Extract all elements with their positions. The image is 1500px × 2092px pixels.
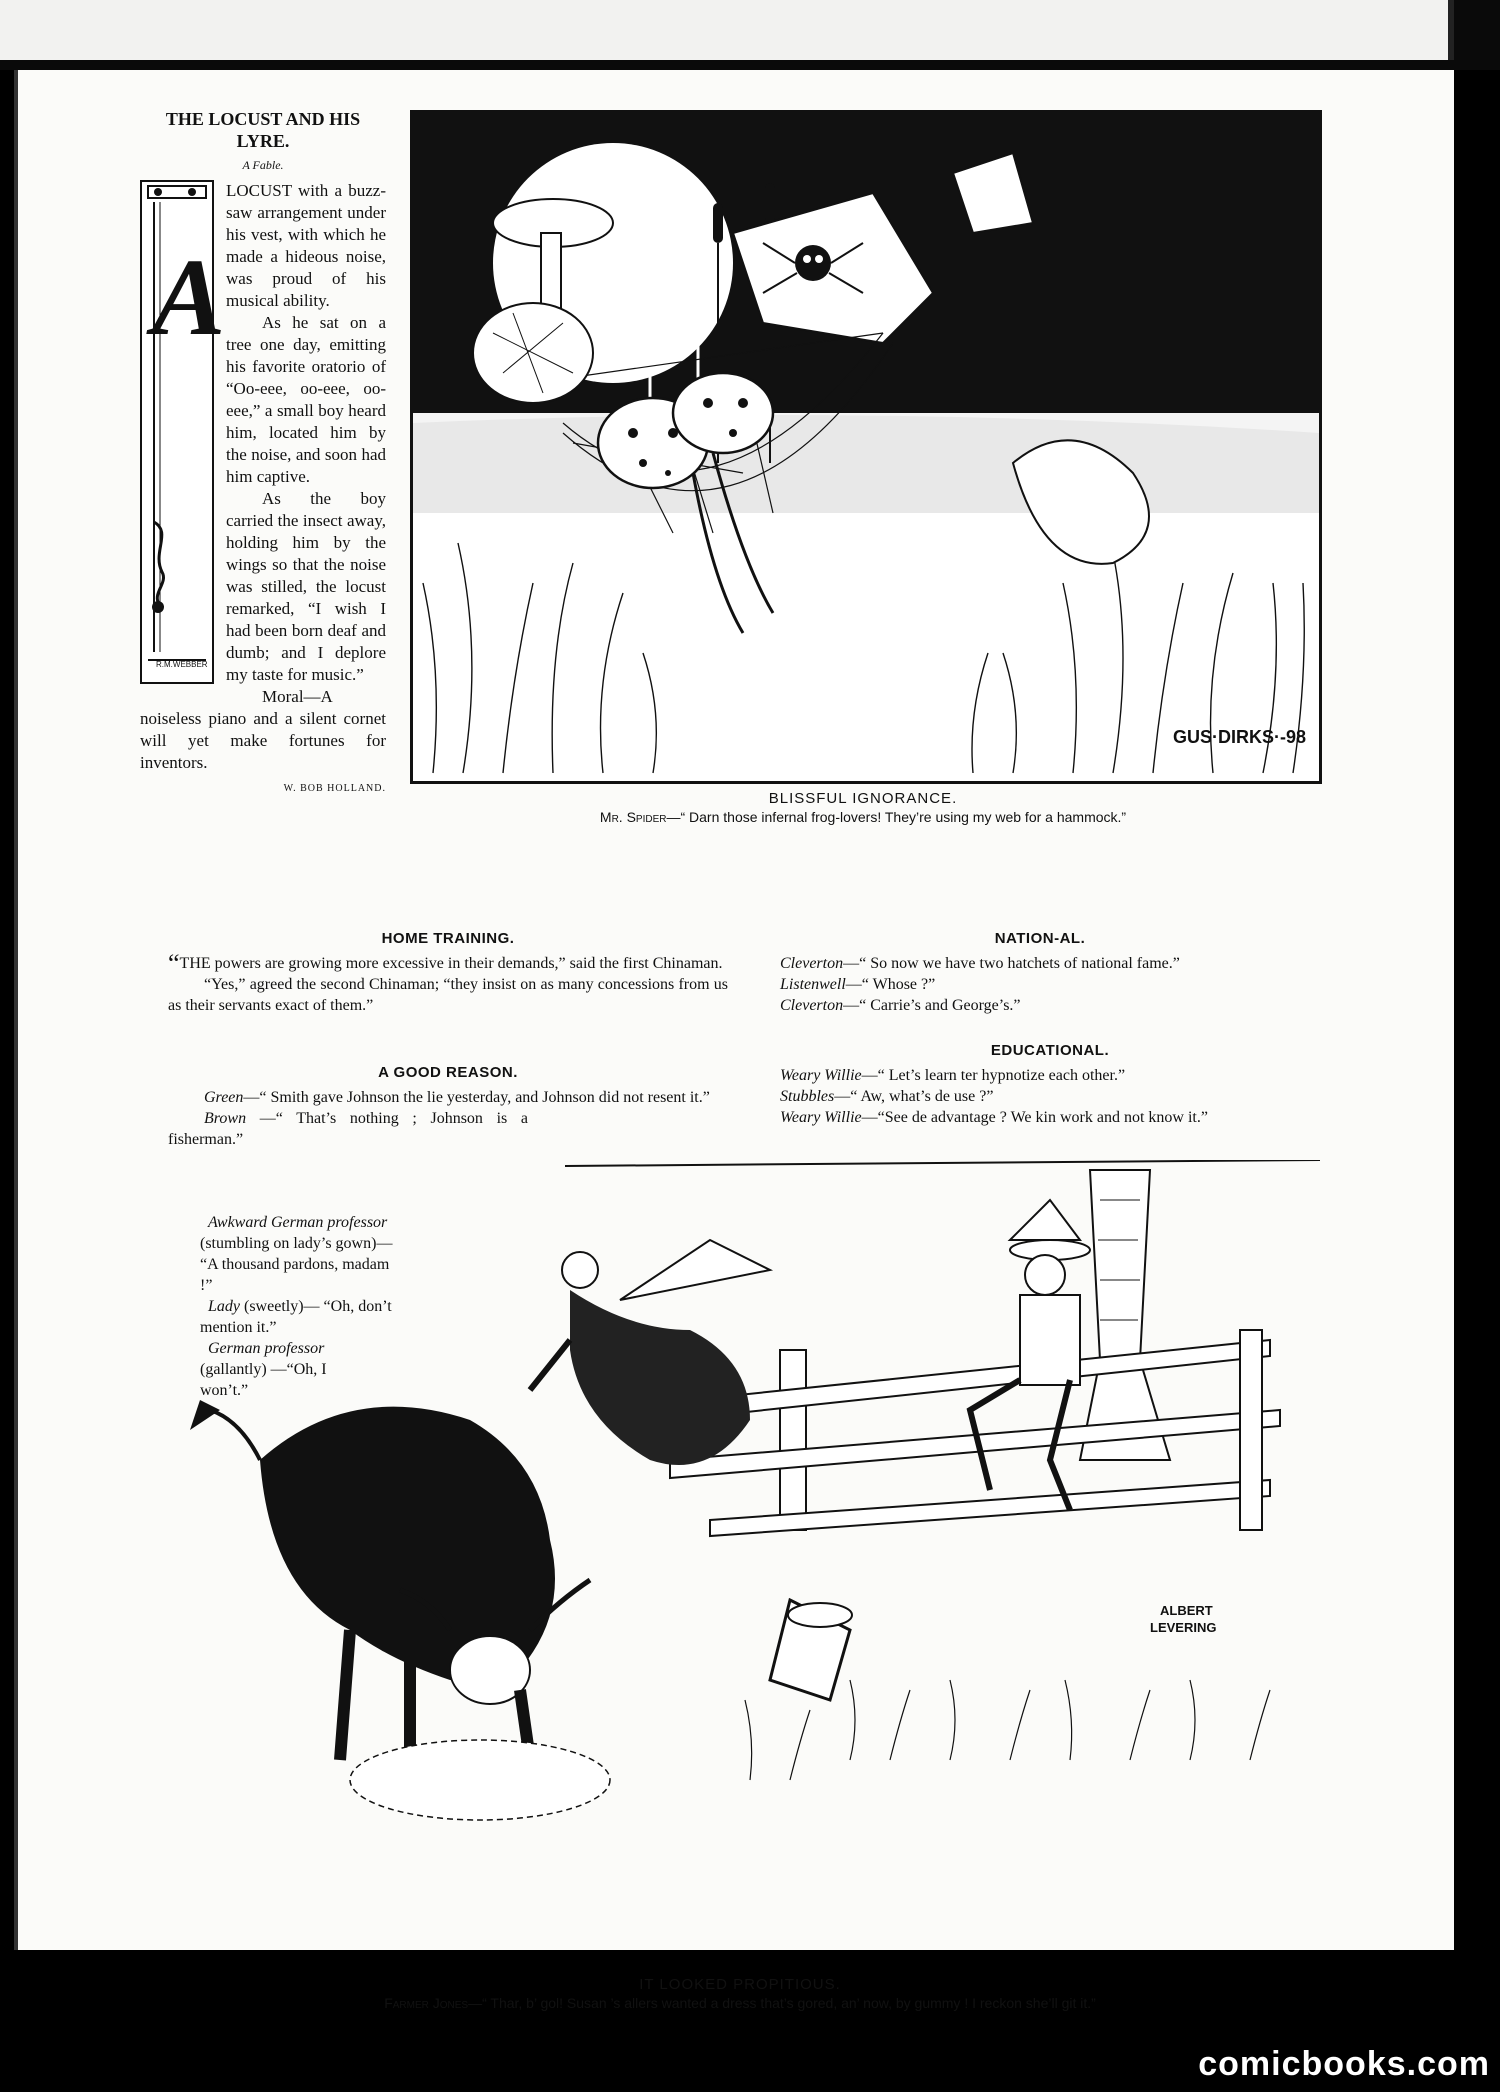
home-training-title: HOME TRAINING. bbox=[381, 930, 515, 947]
national-speaker3: Cleverton bbox=[780, 997, 844, 1014]
cartoon2-line: —“ Thar, b’ gol! Susan ’s allers wanted a dress that’s gored, an’ now, by gummy ! I reckon she’ll git it.” bbox=[468, 1995, 1096, 2011]
national-line2 bbox=[780, 974, 1300, 995]
fable-author: W. BOB HOLLAND. bbox=[283, 783, 386, 794]
professor-column bbox=[200, 1212, 400, 1401]
professor-line1 bbox=[200, 1212, 400, 1296]
fable-paragraph-2: As he sat on a tree one day, emitting his favorite oratorio of “Oo-eee, oo-eee, oo-eee,” a small boy heard him, located him by the noise, and soon had him captive. bbox=[226, 313, 386, 486]
cartoon1-speaker: Mr. Spider bbox=[599, 809, 667, 825]
national-line3 bbox=[780, 995, 1300, 1016]
good-reason-speaker1: Green bbox=[204, 1089, 244, 1106]
good-reason-text1: —“ Smith gave Johnson the lie yesterday, and Johnson did not resent it.” bbox=[243, 1089, 710, 1106]
national-speaker2: Listenwell bbox=[780, 976, 846, 993]
cartoon1-dialogue bbox=[410, 809, 1316, 825]
good-reason-column bbox=[168, 1062, 728, 1150]
cartoon2-title: IT LOOKED PROPITIOUS. bbox=[639, 1976, 841, 1993]
educational-title: EDUCATIONAL. bbox=[990, 1042, 1110, 1059]
national-title: NATION-AL. bbox=[994, 930, 1086, 947]
good-reason-speaker2: Brown bbox=[204, 1110, 247, 1127]
national-line1 bbox=[780, 953, 1300, 974]
cartoon-frogs-hammock bbox=[410, 110, 1322, 784]
good-reason-line2 bbox=[168, 1108, 528, 1150]
educational-text3: —“See de advantage ? We kin work and not know it.” bbox=[861, 1109, 1208, 1126]
cartoon2-dialogue bbox=[230, 1995, 1250, 2011]
cartoon2-signature-first: ALBERT bbox=[1160, 1603, 1213, 1618]
fable-column bbox=[140, 108, 386, 800]
cartoon1-caption bbox=[410, 790, 1316, 825]
home-training-p2: “Yes,” agreed the second Chinaman; “they insist on as many concessions from us as their servants exact of them.” bbox=[168, 976, 728, 1014]
fable-paragraph-1: LOCUST with a buzz-saw arrangement under his vest, with which he made a hideous noise, was proud of his musical ability. bbox=[226, 181, 386, 310]
dropcap-letter: A bbox=[152, 236, 226, 358]
professor-speaker1: Awkward German professor bbox=[208, 1214, 388, 1231]
cartoon2-signature-last: LEVERING bbox=[1150, 1620, 1217, 1635]
dropcap-signature: R.M.WEBBER bbox=[156, 660, 208, 669]
home-training-open-quote: “ bbox=[168, 949, 180, 978]
educational-speaker2: Stubbles bbox=[780, 1088, 835, 1105]
fable-paragraph-3: As the boy carried the insect away, holding him by the wings so that the noise was stilled, the locust remarked, “I wish I had been born deaf and dumb; and I deplore my taste for music.” bbox=[226, 489, 386, 684]
professor-text2: (sweetly)— “Oh, don’t mention it.” bbox=[200, 1298, 392, 1336]
educational-line3 bbox=[780, 1107, 1320, 1128]
professor-line3 bbox=[200, 1338, 340, 1401]
good-reason-title: A GOOD REASON. bbox=[378, 1064, 518, 1081]
professor-speaker3: German professor bbox=[208, 1340, 325, 1357]
source-watermark: comicbooks.com bbox=[1198, 2045, 1490, 2083]
educational-text2: —“ Aw, what’s de use ?” bbox=[834, 1088, 994, 1105]
professor-text1: (stumbling on lady’s gown)— “A thousand pardons, madam !” bbox=[200, 1235, 393, 1294]
cartoon1-title: BLISSFUL IGNORANCE. bbox=[768, 790, 958, 807]
home-training-p1-text: THE powers are growing more excessive in their demands,” said the first Chinaman. bbox=[179, 955, 723, 972]
educational-speaker3: Weary Willie bbox=[780, 1109, 862, 1126]
good-reason-text2: —“ That’s nothing ; Johnson is a fisherman.” bbox=[168, 1110, 528, 1148]
home-training-p1 bbox=[168, 949, 728, 978]
cartoon2-caption bbox=[230, 1976, 1250, 2011]
frogs-hammock-drawing bbox=[413, 113, 1319, 781]
national-text2: —“ Whose ?” bbox=[845, 976, 936, 993]
educational-column bbox=[780, 1040, 1320, 1128]
educational-line1 bbox=[780, 1065, 1320, 1086]
fable-moral: Moral—A noiseless piano and a silent cornet will yet make fortunes for inventors. bbox=[140, 687, 386, 772]
cartoon1-line: —“ Darn those infernal frog-lovers! They’re using my web for a hammock.” bbox=[666, 809, 1127, 825]
fable-title: THE LOCUST AND HIS LYRE. bbox=[165, 109, 361, 151]
national-speaker1: Cleverton bbox=[780, 955, 844, 972]
page-gutter bbox=[14, 70, 18, 1950]
dropcap-ornament bbox=[140, 180, 226, 684]
cartoon1-signature: GUS·DIRKS·-98 bbox=[1173, 727, 1307, 747]
previous-page-edge bbox=[0, 0, 1454, 60]
educational-speaker1: Weary Willie bbox=[780, 1067, 862, 1084]
professor-speaker2: Lady bbox=[208, 1298, 240, 1315]
cartoon2-speaker: Farmer Jones bbox=[384, 1995, 469, 2011]
professor-text3: (gallantly) —“Oh, I won’t.” bbox=[200, 1361, 327, 1399]
national-text1: —“ So now we have two hatchets of national fame.” bbox=[843, 955, 1180, 972]
national-text3: —“ Carrie’s and George’s.” bbox=[843, 997, 1021, 1014]
fable-subtitle: A Fable. bbox=[242, 158, 284, 172]
educational-text1: —“ Let’s learn ter hypnotize each other.” bbox=[861, 1067, 1126, 1084]
educational-line2 bbox=[780, 1086, 1320, 1107]
national-column bbox=[780, 928, 1300, 1016]
good-reason-line1 bbox=[168, 1087, 728, 1108]
professor-line2 bbox=[200, 1296, 400, 1338]
home-training-column bbox=[168, 928, 728, 1016]
